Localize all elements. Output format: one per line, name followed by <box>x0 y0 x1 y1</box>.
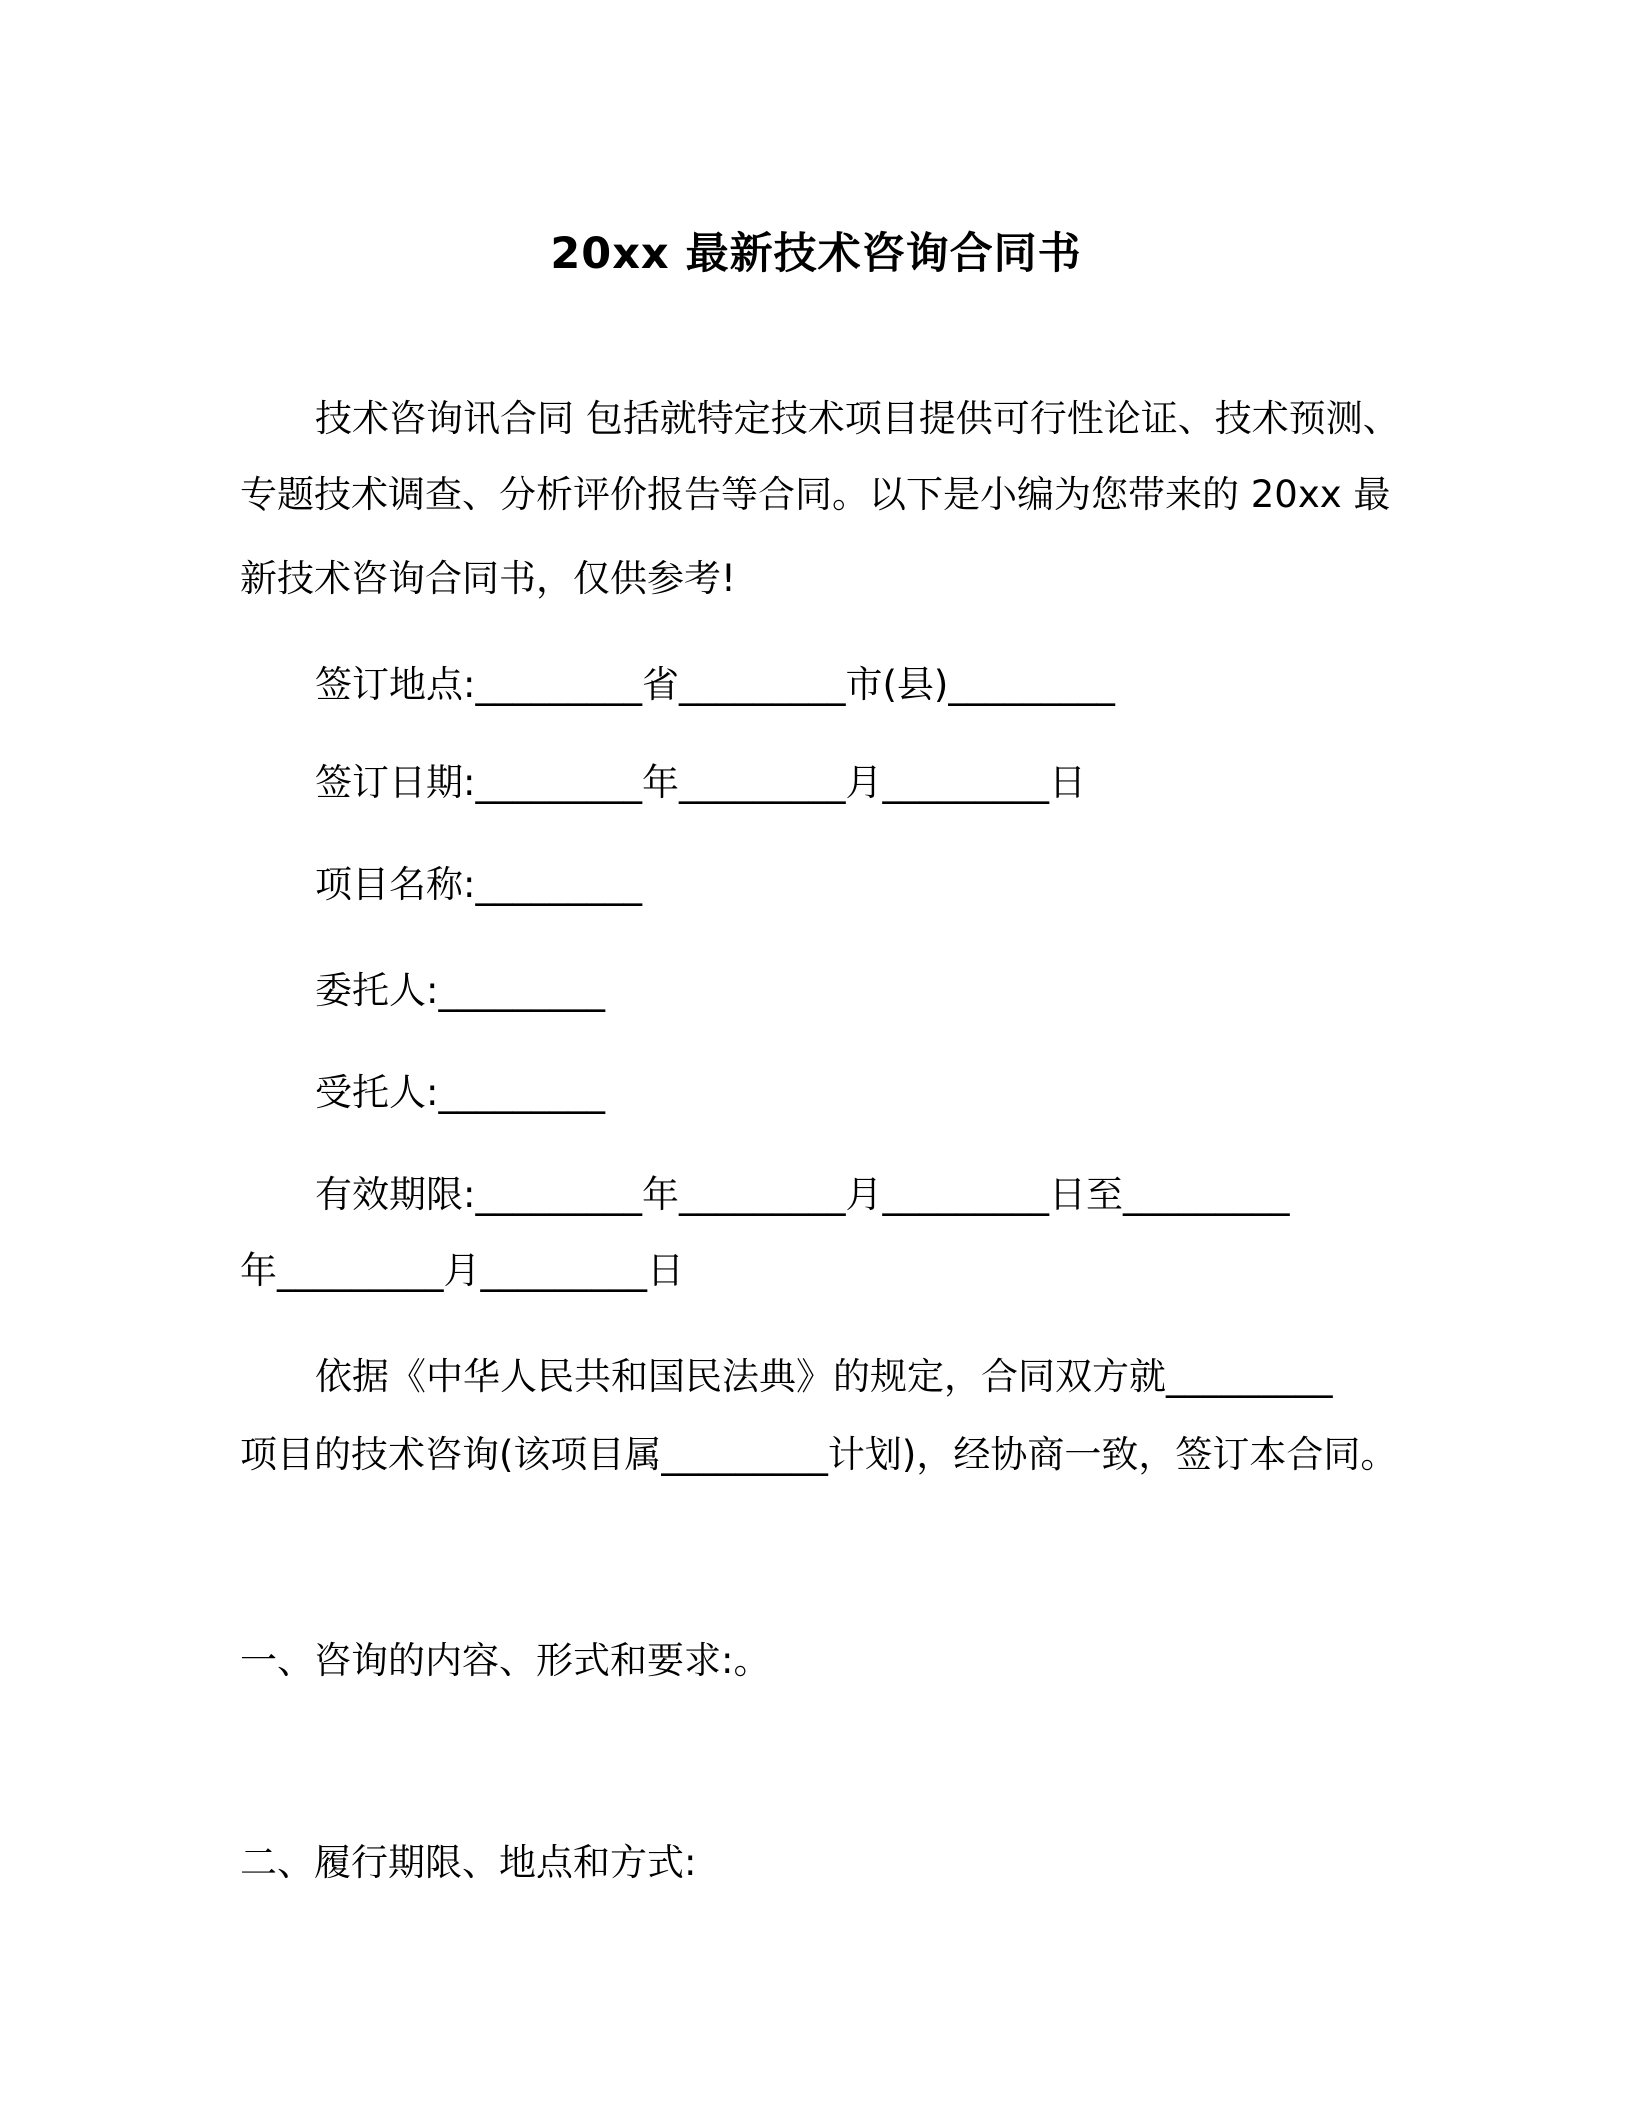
section-heading-2: 二、履行期限、地点和方式: <box>240 1841 697 1884</box>
field-validity-line-2: 年_________月_________日 <box>240 1249 684 1292</box>
field-trustee: 受托人:_________ <box>315 1071 605 1114</box>
field-project-name: 项目名称:_________ <box>315 863 642 906</box>
basis-line-2: 项目的技术咨询(该项目属_________计划)，经协商一致，签订本合同。 <box>240 1433 1398 1476</box>
intro-line-1: 技术咨询讯合同 包括就特定技术项目提供可行性论证、技术预测、 <box>315 397 1400 440</box>
field-sign-date: 签订日期:_________年_________月_________日 <box>315 761 1086 804</box>
intro-line-3: 新技术咨询合同书，仅供参考! <box>240 557 736 600</box>
field-client: 委托人:_________ <box>315 969 605 1012</box>
intro-line-2: 专题技术调查、分析评价报告等合同。以下是小编为您带来的 20xx 最 <box>240 473 1391 516</box>
section-heading-1: 一、咨询的内容、形式和要求:。 <box>240 1639 771 1682</box>
basis-line-1: 依据《中华人民共和国民法典》的规定，合同双方就_________ <box>315 1355 1333 1398</box>
field-sign-place: 签订地点:_________省_________市(县)_________ <box>315 663 1115 706</box>
field-validity-line-1: 有效期限:_________年_________月_________日至_________ <box>315 1173 1290 1216</box>
document-title: 20xx 最新技术咨询合同书 <box>550 229 1082 279</box>
